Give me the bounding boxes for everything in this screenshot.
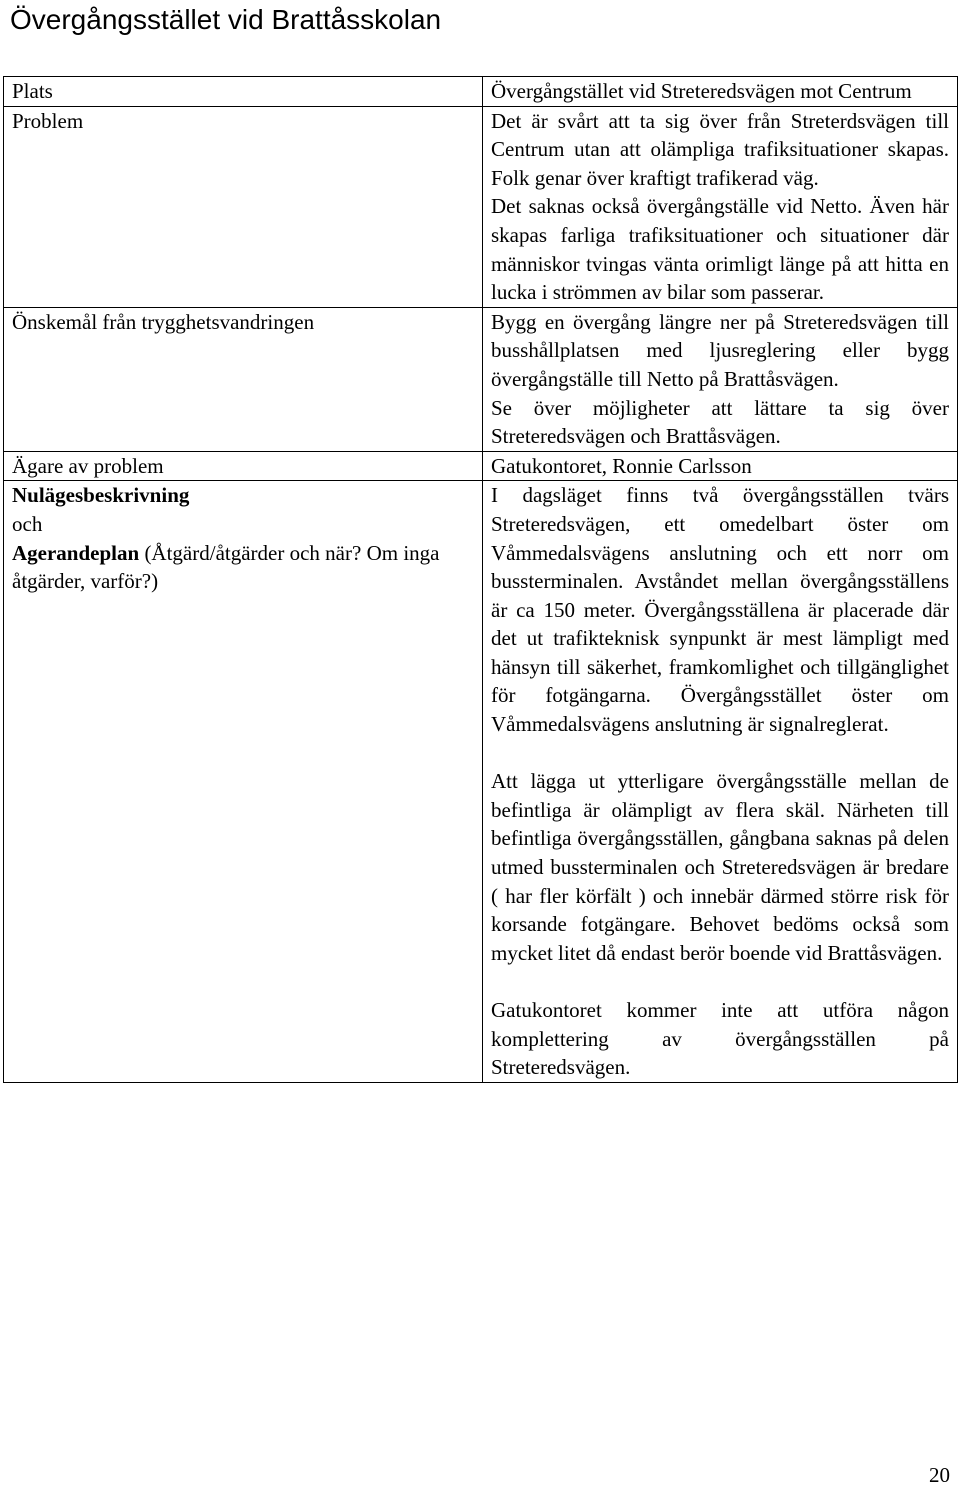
label-agare: Ägare av problem bbox=[4, 451, 483, 481]
label-agerandeplan-bold: Agerandeplan bbox=[12, 540, 140, 565]
label-agerandeplan bbox=[12, 541, 439, 594]
label-nulage bbox=[4, 481, 483, 1082]
page-title: Övergångsstället vid Brattåsskolan bbox=[10, 4, 442, 35]
label-problem: Problem bbox=[4, 106, 483, 307]
table-row-plats bbox=[4, 77, 958, 107]
page-number: 20 bbox=[929, 1463, 950, 1487]
problem-paragraph-2: Det saknas också övergångställe vid Netto. Även här skapas farliga trafiksituationer och situationer där människor tvingas vänta orimligt länge på att hitta en lucka i strömmen av bilar som passerar. bbox=[491, 194, 949, 305]
nulage-paragraph-3: Gatukontoret kommer inte att utföra någon komplettering av övergångsställen på Streteredsvägen. bbox=[491, 998, 949, 1080]
nulage-paragraph-1: I dagsläget finns två övergångsställen tvärs Streteredsvägen, ett omedelbart öster om Våmmedalsvägens anslutning och ett norr om bussterminalen. Avståndet mellan övergångsställens är ca 150 meter. Övergångsställena är placerade där det ut trafikteknisk synpunkt är mest lämpligt med hänsyn till säkerhet, framkomlighet och tillgänglighet för fotgängarna. Övergångsstället öster om Våmmedalsvägens anslutning är signalreglerat. bbox=[491, 483, 949, 737]
table-row-onskemal bbox=[4, 307, 958, 451]
label-agerandeplan-rest: (Åtgärd/åtgärder och när? Om inga åtgärder, varför?) bbox=[12, 540, 440, 594]
nulage-paragraph-2: Att lägga ut ytterligare övergångsställe mellan de befintliga är olämpligt av flera skäl. Närheten till befintliga övergångsställen, gångbana saknas på delen utmed bussterminalen och Streteredsvägen är bredare ( har fler körfält ) och innebär därmed större risk för korsande fotgängare. Behovet bedöms också som mycket litet då endast berör boende vid Brattåsvägen. bbox=[491, 769, 949, 965]
info-table bbox=[3, 76, 958, 1083]
onskemal-paragraph-2: Se över möjligheter att lättare ta sig över Streteredsvägen och Brattåsvägen. bbox=[491, 395, 949, 449]
label-plats: Plats bbox=[4, 77, 483, 107]
label-onskemal: Önskemål från trygghetsvandringen bbox=[4, 307, 483, 451]
onskemal-paragraph-1: Bygg en övergång längre ner på Streteredsvägen till busshållplatsen med ljusreglering eller bygg övergångställe till Netto på Brattåsvägen. bbox=[491, 309, 949, 391]
table-row-problem bbox=[4, 106, 958, 307]
label-och: och bbox=[12, 511, 43, 536]
table-row-nulage bbox=[4, 481, 958, 1082]
paragraph-spacer bbox=[491, 739, 949, 768]
value-problem bbox=[483, 106, 958, 307]
value-agare: Gatukontoret, Ronnie Carlsson bbox=[483, 451, 958, 481]
value-onskemal bbox=[483, 307, 958, 451]
label-nulagesbeskrivning: Nulägesbeskrivning bbox=[12, 483, 190, 508]
value-plats: Övergångstället vid Streteredsvägen mot Centrum bbox=[483, 77, 958, 107]
paragraph-spacer bbox=[491, 967, 949, 996]
problem-paragraph-1: Det är svårt att ta sig över från Streterdsvägen till Centrum utan att olämpliga trafiksituationer skapas. Folk genar över kraftigt trafikerad väg. bbox=[491, 108, 949, 190]
value-nulage bbox=[483, 481, 958, 1082]
table-row-agare bbox=[4, 451, 958, 481]
